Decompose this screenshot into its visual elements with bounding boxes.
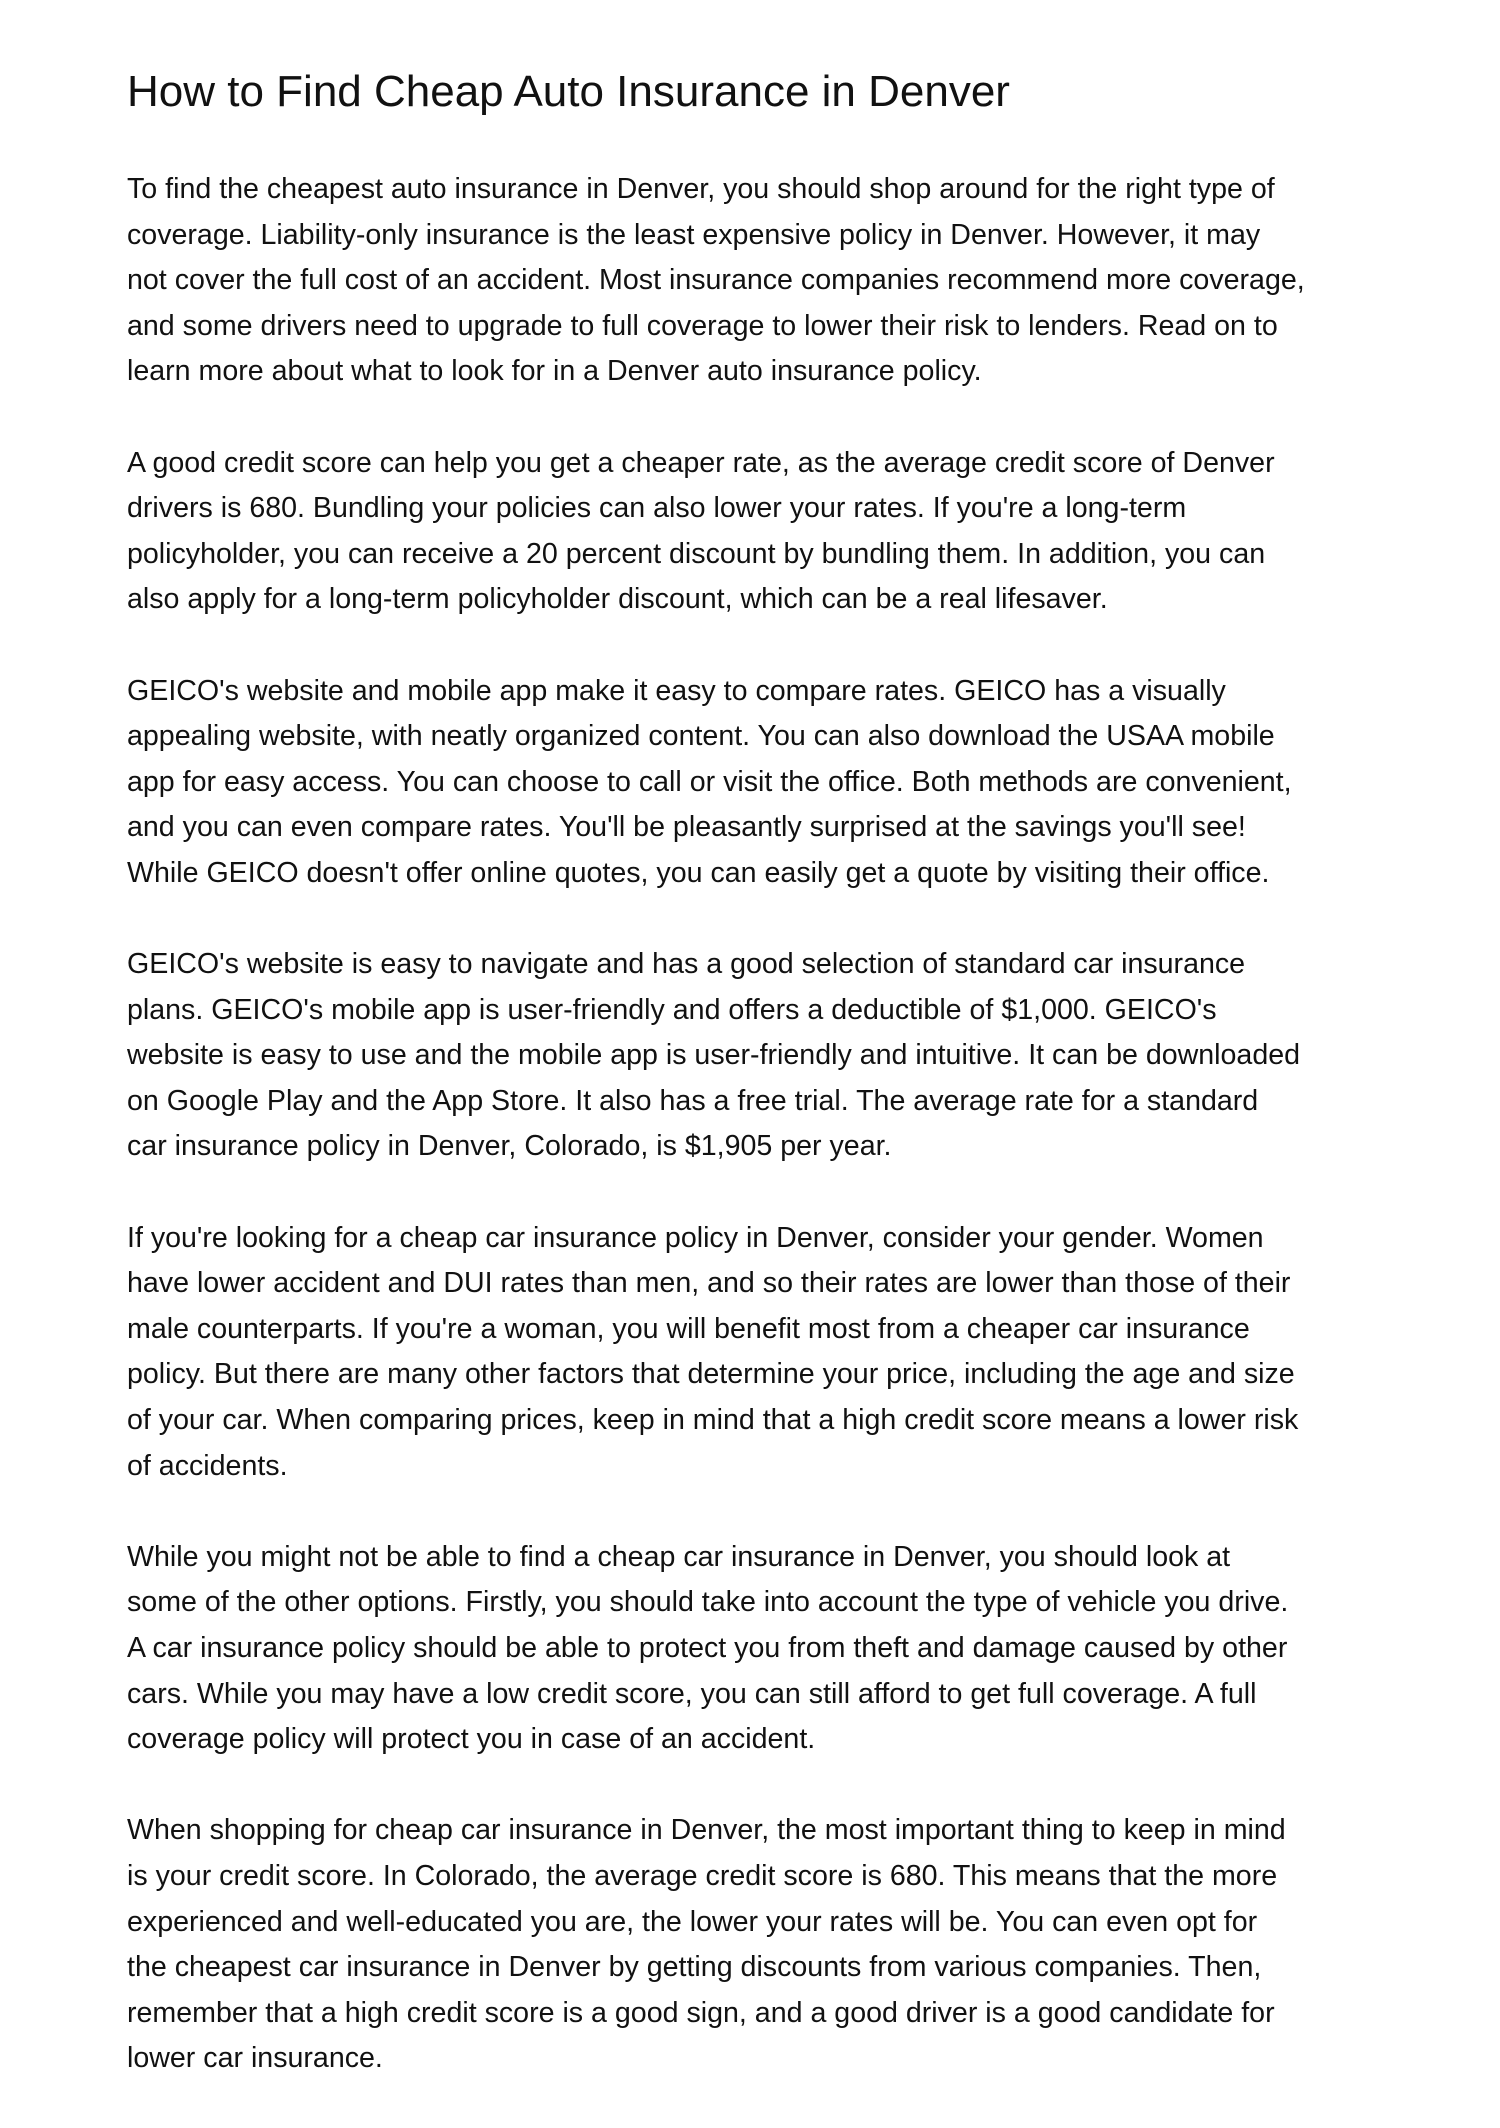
text-line: is your credit score. In Colorado, the average credit score is 680. This means that the more — [127, 1859, 1278, 1892]
paragraph-4 — [127, 942, 1417, 1170]
text-line: and you can even compare rates. You'll be pleasantly surprised at the savings you'll see! — [127, 811, 1246, 844]
text-line: policy. But there are many other factors that determine your price, including the age and size — [127, 1358, 1295, 1391]
text-line: app for easy access. You can choose to call or visit the office. Both methods are convenient, — [127, 765, 1292, 798]
text-line: plans. GEICO's mobile app is user-friendly and offers a deductible of $1,000. GEICO's — [127, 993, 1217, 1026]
text-line: cars. While you may have a low credit score, you can still afford to get full coverage. A full — [127, 1677, 1257, 1710]
text-line: lower car insurance. — [127, 2042, 383, 2075]
text-line: some of the other options. Firstly, you should take into account the type of vehicle you drive. — [127, 1586, 1289, 1619]
text-line: policyholder, you can receive a 20 percent discount by bundling them. In addition, you can — [127, 537, 1266, 570]
text-line: of accidents. — [127, 1449, 288, 1482]
text-line: car insurance policy in Denver, Colorado, is $1,905 per year. — [127, 1130, 892, 1163]
text-line: GEICO's website is easy to navigate and has a good selection of standard car insurance — [127, 948, 1246, 981]
text-line: coverage. Liability-only insurance is the least expensive policy in Denver. However, it may — [127, 218, 1261, 251]
text-line: on Google Play and the App Store. It also has a free trial. The average rate for a standard — [127, 1084, 1259, 1117]
text-line: not cover the full cost of an accident. Most insurance companies recommend more coverage, — [127, 264, 1305, 297]
text-line: male counterparts. If you're a woman, you will benefit most from a cheaper car insurance — [127, 1312, 1250, 1345]
paragraph-6 — [127, 1535, 1417, 1763]
text-line: drivers is 680. Bundling your policies can also lower your rates. If you're a long-term — [127, 492, 1187, 525]
text-line: If you're looking for a cheap car insurance policy in Denver, consider your gender. Women — [127, 1221, 1264, 1254]
text-line: and some drivers need to upgrade to full coverage to lower their risk to lenders. Read on to — [127, 309, 1278, 342]
text-line: A good credit score can help you get a cheaper rate, as the average credit score of Denver — [127, 446, 1275, 479]
text-line: website is easy to use and the mobile app is user-friendly and intuitive. It can be downloaded — [127, 1039, 1301, 1072]
text-line: also apply for a long-term policyholder discount, which can be a real lifesaver. — [127, 583, 1108, 616]
text-line: experienced and well-educated you are, the lower your rates will be. You can even opt for — [127, 1905, 1258, 1938]
text-line: While you might not be able to find a cheap car insurance in Denver, you should look at — [127, 1540, 1231, 1573]
text-line: remember that a high credit score is a good sign, and a good driver is a good candidate for — [127, 1996, 1275, 2029]
paragraph-1 — [127, 167, 1417, 395]
text-line: GEICO's website and mobile app make it easy to compare rates. GEICO has a visually — [127, 674, 1226, 707]
paragraph-7 — [127, 1808, 1417, 2082]
text-line: coverage policy will protect you in case of an accident. — [127, 1723, 816, 1756]
text-line: When shopping for cheap car insurance in Denver, the most important thing to keep in mind — [127, 1814, 1286, 1847]
text-line: A car insurance policy should be able to protect you from theft and damage caused by other — [127, 1632, 1288, 1664]
paragraph-3 — [127, 669, 1417, 897]
document-title: How to Find Cheap Auto Insurance in Denver — [127, 67, 1010, 116]
text-line: of your car. When comparing prices, keep in mind that a high credit score means a lower risk — [127, 1404, 1299, 1437]
paragraph-5 — [127, 1216, 1417, 1490]
text-line: the cheapest car insurance in Denver by getting discounts from various companies. Then, — [127, 1951, 1262, 1984]
text-line: have lower accident and DUI rates than men, and so their rates are lower than those of their — [127, 1267, 1291, 1300]
text-line: While GEICO doesn't offer online quotes, you can easily get a quote by visiting their office. — [127, 856, 1270, 889]
text-line: learn more about what to look for in a Denver auto insurance policy. — [127, 355, 982, 388]
text-line: To find the cheapest auto insurance in Denver, you should shop around for the right type of — [127, 173, 1275, 205]
text-line: appealing website, with neatly organized content. You can also download the USAA mobile — [127, 720, 1275, 753]
paragraph-2 — [127, 441, 1417, 623]
document-body — [127, 167, 1417, 2128]
